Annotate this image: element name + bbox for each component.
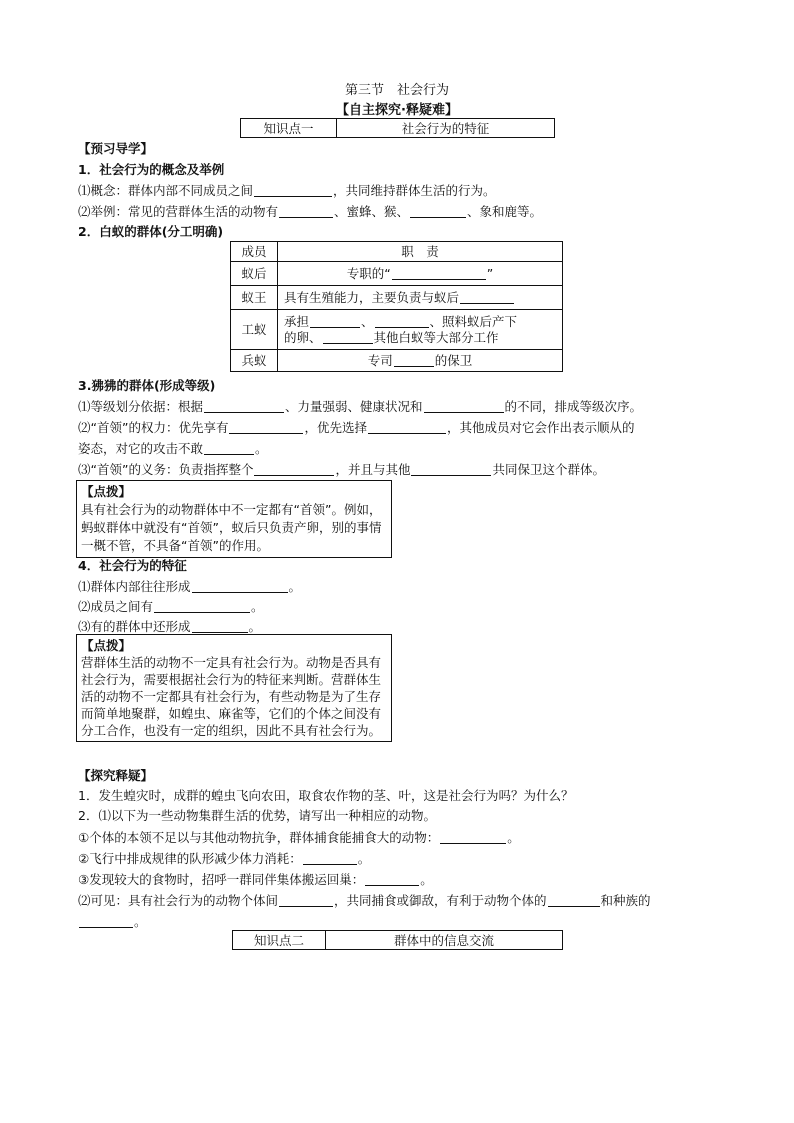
q1-heading: 1．社会行为的概念及举例 xyxy=(78,162,225,177)
answer-blank[interactable] xyxy=(254,462,334,476)
answer-blank[interactable] xyxy=(154,599,250,613)
answer-blank[interactable] xyxy=(394,353,434,367)
q4-feature-2: ⑵成员之间有 。 xyxy=(78,599,264,614)
preview-heading: 【预习导学】 xyxy=(78,141,154,156)
kp1-title: 社会行为的特征 xyxy=(401,121,490,136)
answer-blank[interactable] xyxy=(368,420,446,434)
answer-blank[interactable] xyxy=(204,399,284,413)
q3-heading: 3.狒狒的群体(形成等级) xyxy=(78,378,216,393)
answer-blank[interactable] xyxy=(192,619,248,633)
table-row: 蚁王 具有生殖能力，主要负责与蚁后 xyxy=(231,286,563,310)
q4-feature-3: ⑶有的群体中还形成 。 xyxy=(78,619,262,634)
termite-duty-table xyxy=(230,241,563,372)
answer-blank[interactable] xyxy=(411,462,491,476)
answer-blank[interactable] xyxy=(410,204,466,218)
answer-blank[interactable] xyxy=(323,330,373,344)
answer-blank[interactable] xyxy=(79,914,133,928)
explore-q2-conclusion: ⑵可见：具有社会行为的动物个体间 ，共同捕食或御敌，有利于动物个体的 和种族的 xyxy=(78,893,651,908)
tip-body: 具有社会行为的动物群体中不一定都有“首领”。例如，蚂蚁群体中就没有“首领”，蚁后只负责产卵，别的事情一概不管，不具备“首领”的作用。 xyxy=(81,502,382,553)
tip-heading: 【点拨】 xyxy=(81,638,132,653)
kp1-label: 知识点一 xyxy=(241,119,337,137)
table-row: 蚁后 专职的“ ” xyxy=(231,262,563,286)
explore-q2-item-2: ②飞行中排成规律的队形减少体力消耗： 。 xyxy=(78,851,371,866)
answer-blank[interactable] xyxy=(229,420,303,434)
q3-power-line-2: 姿态，对它的攻击不敢 。 xyxy=(78,441,268,456)
explore-q2: 2．⑴以下为一些动物集群生活的优势，请写出一种相应的动物。 xyxy=(78,808,436,823)
q3-power-line: ⑵“首领”的权力：优先享有 ，优先选择 ，其他成员对它会作出表示顺从的 xyxy=(78,420,635,435)
table-header-member: 成员 xyxy=(231,242,278,262)
q4-feature-1: ⑴群体内部往往形成 。 xyxy=(78,579,302,594)
answer-blank[interactable] xyxy=(375,314,429,328)
answer-blank[interactable] xyxy=(424,399,504,413)
q4-heading: 4．社会行为的特征 xyxy=(78,558,187,573)
answer-blank[interactable] xyxy=(548,893,600,907)
answer-blank[interactable] xyxy=(460,290,514,304)
answer-blank[interactable] xyxy=(310,314,360,328)
explore-q1: 1．发生蝗灾时，成群的蝗虫飞向农田，取食农作物的茎、叶，这是社会行为吗？为什么？ xyxy=(78,788,574,803)
explore-q2-item-3: ③发现较大的食物时，招呼一群同伴集体搬运回巢： 。 xyxy=(78,872,433,887)
knowledge-point-1-header xyxy=(240,118,555,138)
tip-box-1 xyxy=(76,480,392,558)
answer-blank[interactable] xyxy=(440,830,506,844)
q1-concept-line: ⑴概念：群体内部不同成员之间 ，共同维持群体生活的行为。 xyxy=(78,183,496,198)
q3-duty-line: ⑶“首领”的义务：负责指挥整个 ，并且与其他 共同保卫这个群体。 xyxy=(78,462,605,477)
tip-body: 营群体生活的动物不一定具有社会行为。动物是否具有社会行为，需要根据社会行为的特征来判断。营群体生活的动物不一定都具有社会行为，有些动物是为了生存而简单地聚群，如蝗虫、麻雀等，它们的个体之间没有分工合作，也没有一定的组织，因此不具有社会行为。 xyxy=(81,655,382,738)
answer-blank[interactable] xyxy=(279,204,333,218)
answer-blank[interactable] xyxy=(254,183,332,197)
explore-q2-item-1: ①个体的本领不足以与其他动物抗争，群体捕食能捕食大的动物： 。 xyxy=(78,830,520,845)
tip-box-2 xyxy=(76,634,392,742)
explore-heading: 【探究释疑】 xyxy=(78,768,154,783)
section-subtitle: 【自主探究·释疑难】 xyxy=(336,103,458,118)
q3-basis-line: ⑴等级划分依据：根据 、力量强弱、健康状况和 的不同，排成等级次序。 xyxy=(78,399,643,414)
kp2-label: 知识点二 xyxy=(233,931,326,949)
answer-blank[interactable] xyxy=(204,441,254,455)
table-row xyxy=(231,242,563,262)
kp2-title: 群体中的信息交流 xyxy=(393,933,494,948)
answer-blank[interactable] xyxy=(279,893,333,907)
explore-q2-conclusion-2: 。 xyxy=(78,912,147,930)
table-header-duty: 职 责 xyxy=(278,242,563,262)
table-row: 工蚁 承担 、 、照料蚁后产下 的卵、 其他白蚁等大部分工作 xyxy=(231,310,563,350)
q1-example-line: ⑵举例：常见的营群体生活的动物有 、蜜蜂、猴、 、象和鹿等。 xyxy=(78,204,543,219)
tip-heading: 【点拨】 xyxy=(81,484,132,499)
page-title: 第三节 社会行为 xyxy=(344,83,449,98)
answer-blank[interactable] xyxy=(192,579,288,593)
q2-heading: 2．白蚁的群体(分工明确) xyxy=(78,224,224,239)
answer-blank[interactable] xyxy=(392,266,486,280)
answer-blank[interactable] xyxy=(303,851,357,865)
answer-blank[interactable] xyxy=(365,872,419,886)
table-row: 兵蚁 专司 的保卫 xyxy=(231,350,563,372)
knowledge-point-2-header xyxy=(232,930,563,950)
